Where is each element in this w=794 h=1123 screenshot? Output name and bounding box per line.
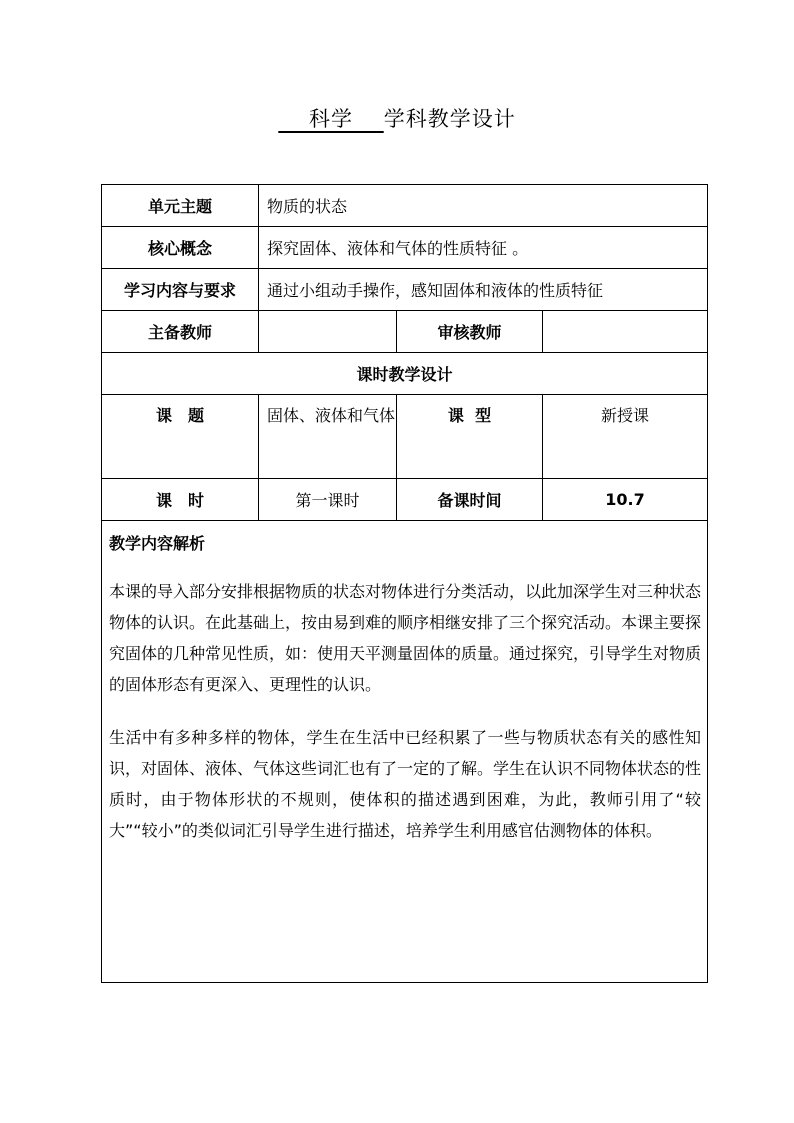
requirement-row [102,269,708,311]
topic-label-cell [102,395,259,479]
analysis-row [102,521,708,983]
lead-teacher-label: 主备教师 [102,311,259,353]
unit-label: 单元主题 [102,185,259,227]
analysis-paragraph-1: 本课的导入部分安排根据物质的状态对物体进行分类活动，以此加深学生对三种状态物体的认识。在此基础上，按由易到难的顺序相继安排了三个探究活动。本课主要探究固体的几种常见性质，如：使用天平测量固体的质量。通过探究，引导学生对物质的固体形态有更深入、更理性的认识。 [109,582,702,694]
topic-value: 固体、液体和气体 [267,406,396,425]
review-teacher-value [543,311,708,353]
lesson-plan-table [101,184,708,983]
type-label-cell [397,395,543,479]
topic-label: 课 题 [155,406,204,425]
type-label: 课 型 [447,406,492,425]
subject-underlined [278,107,383,131]
topic-row [102,395,708,479]
concept-value: 探究固体、液体和气体的性质特征 。 [259,227,708,269]
page-title [0,103,794,133]
section-heading-row [102,353,708,395]
lead-teacher-value [259,311,397,353]
concept-label: 核心概念 [102,227,259,269]
type-value-cell [543,395,708,479]
period-row [102,479,708,521]
review-teacher-label: 审核教师 [397,311,543,353]
concept-row [102,227,708,269]
subject-name: 科学 [309,107,353,131]
unit-row [102,185,708,227]
topic-value-cell [259,395,397,479]
unit-value: 物质的状态 [259,185,708,227]
date-value: 10.7 [543,479,708,521]
period-label: 课 时 [102,479,259,521]
analysis-paragraph-2: 生活中有多种多样的物体，学生在生活中已经积累了一些与物质状态有关的感性知识，对固体、液体、气体这些词汇也有了一定的了解。学生在认识不同物体状态的性质时，由于物体形状的不规则，使体积的描述遇到困难，为此，教师引用了“较大”“较小”的类似词汇引导学生进行描述，培养学生利用感官估测物体的体积。 [109,728,702,840]
requirement-label: 学习内容与要求 [102,269,259,311]
analysis-cell [102,521,708,983]
section-heading: 课时教学设计 [102,353,708,395]
type-value: 新授课 [600,406,649,425]
title-rest: 学科教学设计 [383,107,516,131]
requirement-value: 通过小组动手操作，感知固体和液体的性质特征 [259,269,708,311]
teachers-row [102,311,708,353]
date-label: 备课时间 [397,479,543,521]
period-value: 第一课时 [259,479,397,521]
analysis-heading: 教学内容解析 [109,534,206,553]
